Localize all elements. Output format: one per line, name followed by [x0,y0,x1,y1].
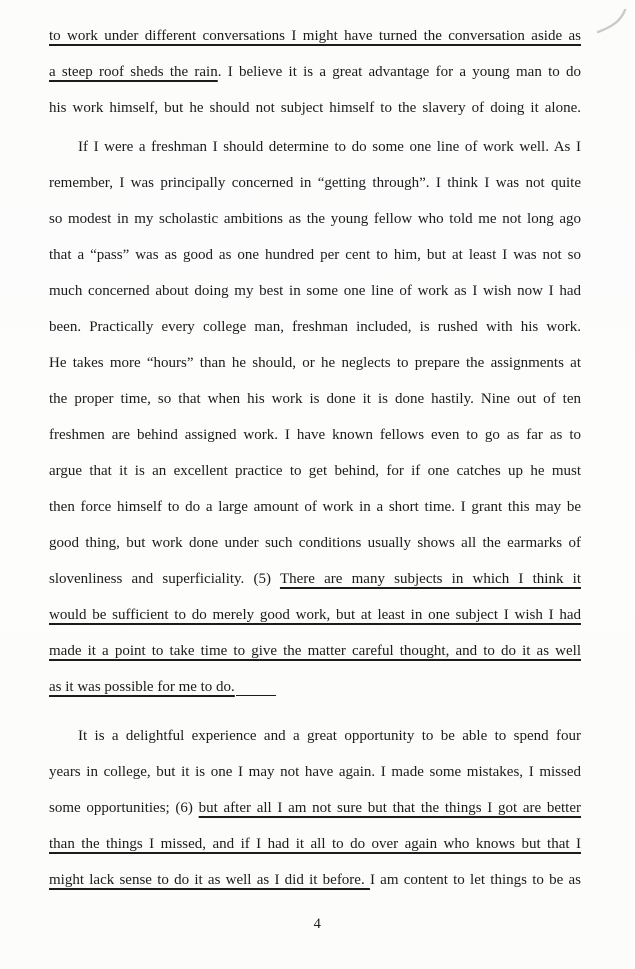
text-line [49,826,581,862]
text-line [49,201,581,237]
underlined-text: a steep roof sheds the rain [49,64,218,80]
text-line [49,129,581,165]
body-text: slovenliness and superficiality. (5) [49,571,280,587]
text-line [49,597,581,633]
body-text: I am content to let things to be as [369,872,581,888]
text-line [49,273,581,309]
body-text: that a “pass” was as good as one hundred per cent to him, but at least I was not so [49,247,581,263]
text-line [49,489,581,525]
text-line [49,309,581,345]
body-text: good thing, but work done under such conditions usually shows all the earmarks of [49,535,581,551]
pen-mark-artifact-icon [592,6,630,48]
text-line [49,54,581,90]
text-line [49,561,581,597]
text-line [49,525,581,561]
text-line [49,790,581,826]
body-text: argue that it is an excellent practice to get behind, for if one catches up he must [49,463,581,479]
document-text [49,18,581,898]
text-line [49,417,581,453]
underlined-text: made it a point to take time to give the matter careful thought, and to do it as well [49,643,581,659]
body-text: freshmen are behind assigned work. I have known fellows even to go as far as to [49,427,581,443]
text-line [49,345,581,381]
body-text: so modest in my scholastic ambitions as the young fellow who told me not long ago [49,211,581,227]
text-line [49,18,581,54]
text-line [49,90,581,126]
text-line [49,165,581,201]
text-line [49,718,581,754]
underlined-text: There are many subjects in which I think it [279,571,581,587]
text-line [49,669,581,705]
text-line [49,862,581,898]
body-text: been. Practically every college man, freshman included, is rushed with his work. [49,319,581,335]
text-line [49,237,581,273]
body-text: some opportunities; (6) [49,800,199,816]
body-text: then force himself to do a large amount of work in a short time. I grant this may be [49,499,581,515]
body-text: his work himself, but he should not subject himself to the slavery of doing it alone. [49,100,581,116]
underlined-text: as it was possible for me to do. [49,679,235,695]
body-text: He takes more “hours” than he should, or he neglects to prepare the assignments at [49,355,581,371]
underlined-text: might lack sense to do it as well as I did it before. [49,872,370,888]
body-text: remember, I was principally concerned in “getting through”. I think I was not quite [49,175,581,191]
text-line [49,453,581,489]
body-text: much concerned about doing my best in some one line of work as I wish now I had [49,283,581,299]
page-number: 4 [313,916,322,932]
body-text: the proper time, so that when his work is done it is done hastily. Nine out of ten [49,391,581,407]
underlined-text: to work under different conversations I might have turned the conversation aside as [49,28,581,44]
body-text: It is a delightful experience and a great opportunity to be able to spend four [78,728,581,744]
underline-extension [236,695,276,697]
text-line [49,754,581,790]
body-text: . I believe it is a great advantage for a young man to do [217,64,581,80]
body-text: If I were a freshman I should determine to do some one line of work well. As I [78,139,581,155]
underlined-text: but after all I am not sure but that the things I got are better [198,800,581,816]
underlined-text: would be sufficient to do merely good work, but at least in one subject I wish I had [49,607,581,623]
body-text: years in college, but it is one I may not have again. I made some mistakes, I missed [49,764,581,780]
underlined-text: than the things I missed, and if I had it all to do over again who knows but that I [49,836,581,852]
text-line [49,381,581,417]
text-line [49,633,581,669]
